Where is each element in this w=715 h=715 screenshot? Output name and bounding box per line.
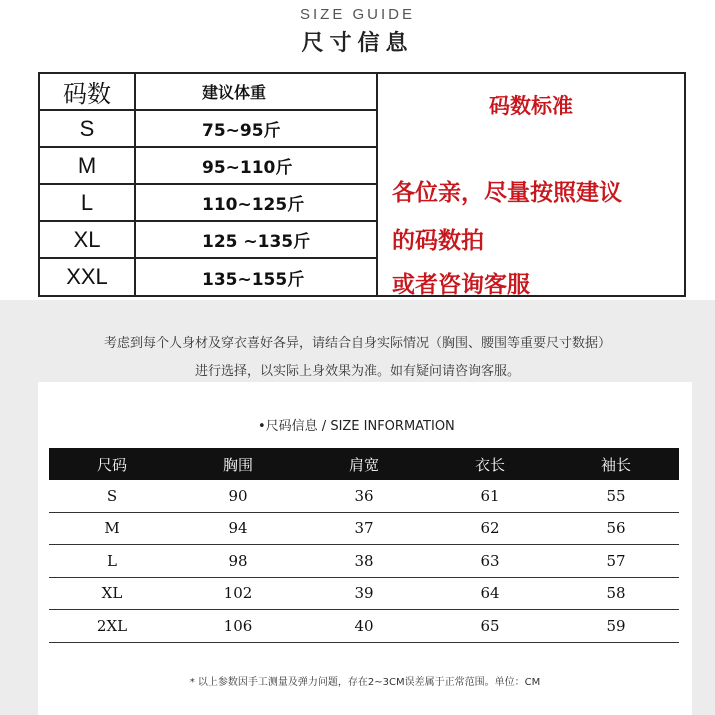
table-row	[49, 610, 679, 643]
weight-table-row	[40, 222, 376, 259]
col-sleeve-header: 袖长	[600, 455, 631, 474]
weight-table	[38, 72, 686, 297]
measurement-footnote: * 以上参数因手工测量及弹力问题，存在2~3CM误差属于正常范围。单位：CM	[189, 677, 541, 688]
weight-row-size: M	[40, 148, 136, 183]
weight-row-size: XL	[40, 222, 136, 257]
cell-chest: 90	[228, 486, 248, 505]
cell-shoulder: 36	[354, 486, 374, 505]
weight-row-weight: 135~155斤	[202, 269, 305, 290]
cell-shoulder: 40	[354, 616, 374, 635]
cell-chest: 98	[228, 551, 248, 570]
cell-length: 64	[480, 584, 500, 603]
col-chest-header: 胸围	[222, 455, 253, 474]
cell-sleeve: 58	[606, 584, 626, 603]
table-row	[49, 513, 679, 546]
cell-length: 61	[480, 486, 500, 505]
weight-row-weight: 125 ~135斤	[202, 232, 311, 252]
weight-row-size: S	[40, 111, 136, 146]
advice-line: 或者咨询客服	[392, 272, 530, 298]
weight-row-weight: 95~110斤	[202, 158, 293, 178]
advice-title: 码数标准	[489, 94, 573, 118]
cell-size: S	[106, 486, 118, 505]
cell-length: 62	[480, 519, 500, 538]
size-info-title: •尺码信息 / SIZE INFORMATION	[258, 419, 455, 434]
cell-sleeve: 59	[606, 616, 626, 635]
fit-note-line: 进行选择，以实际上身效果为准。如有疑问请咨询客服。	[194, 364, 520, 379]
cell-shoulder: 37	[354, 519, 374, 538]
weight-table-grid	[40, 74, 378, 295]
weight-table-row	[40, 148, 376, 185]
cell-size: 2XL	[96, 616, 128, 635]
cell-size: L	[107, 551, 117, 570]
size-guide-header	[0, 0, 715, 70]
weight-col-size-header: 码数	[40, 74, 136, 109]
weight-row-weight: 110~125斤	[202, 195, 305, 215]
size-info-header-row	[49, 448, 679, 480]
table-row	[49, 545, 679, 578]
col-length-header: 衣长	[474, 455, 505, 474]
cell-length: 63	[480, 551, 500, 570]
col-shoulder-header: 肩宽	[348, 455, 379, 474]
cell-size: M	[104, 519, 120, 538]
cell-length: 65	[480, 616, 500, 635]
cell-chest: 94	[228, 519, 248, 538]
cell-shoulder: 39	[354, 584, 374, 603]
weight-row-size: XXL	[40, 259, 136, 295]
cell-sleeve: 55	[606, 486, 626, 505]
size-guide-title-cn: 尺寸信息	[301, 31, 414, 56]
size-info-table	[49, 448, 679, 643]
weight-row-size: L	[40, 185, 136, 220]
cell-size: XL	[101, 584, 123, 603]
fit-note-line: 考虑到每个人身材及穿衣喜好各异，请结合自身实际情况（胸围、腰围等重要尺寸数据）	[103, 336, 611, 351]
table-row	[49, 578, 679, 611]
weight-table-header-row	[40, 74, 376, 111]
cell-shoulder: 38	[354, 551, 374, 570]
advice-line: 各位亲，尽量按照建议	[392, 180, 622, 206]
table-row	[49, 480, 679, 513]
cell-chest: 102	[223, 584, 253, 603]
cell-sleeve: 57	[606, 551, 626, 570]
weight-col-weight-header: 建议体重	[202, 83, 267, 102]
size-info-card	[38, 382, 692, 715]
cell-sleeve: 56	[606, 519, 626, 538]
size-guide-title-en: SIZE GUIDE	[299, 6, 415, 23]
weight-table-row	[40, 111, 376, 148]
cell-chest: 106	[223, 616, 253, 635]
weight-row-weight: 75~95斤	[202, 121, 281, 141]
weight-table-row	[40, 185, 376, 222]
advice-line: 的码数拍	[392, 228, 484, 254]
col-size-header: 尺码	[96, 455, 127, 474]
weight-table-row	[40, 259, 376, 295]
